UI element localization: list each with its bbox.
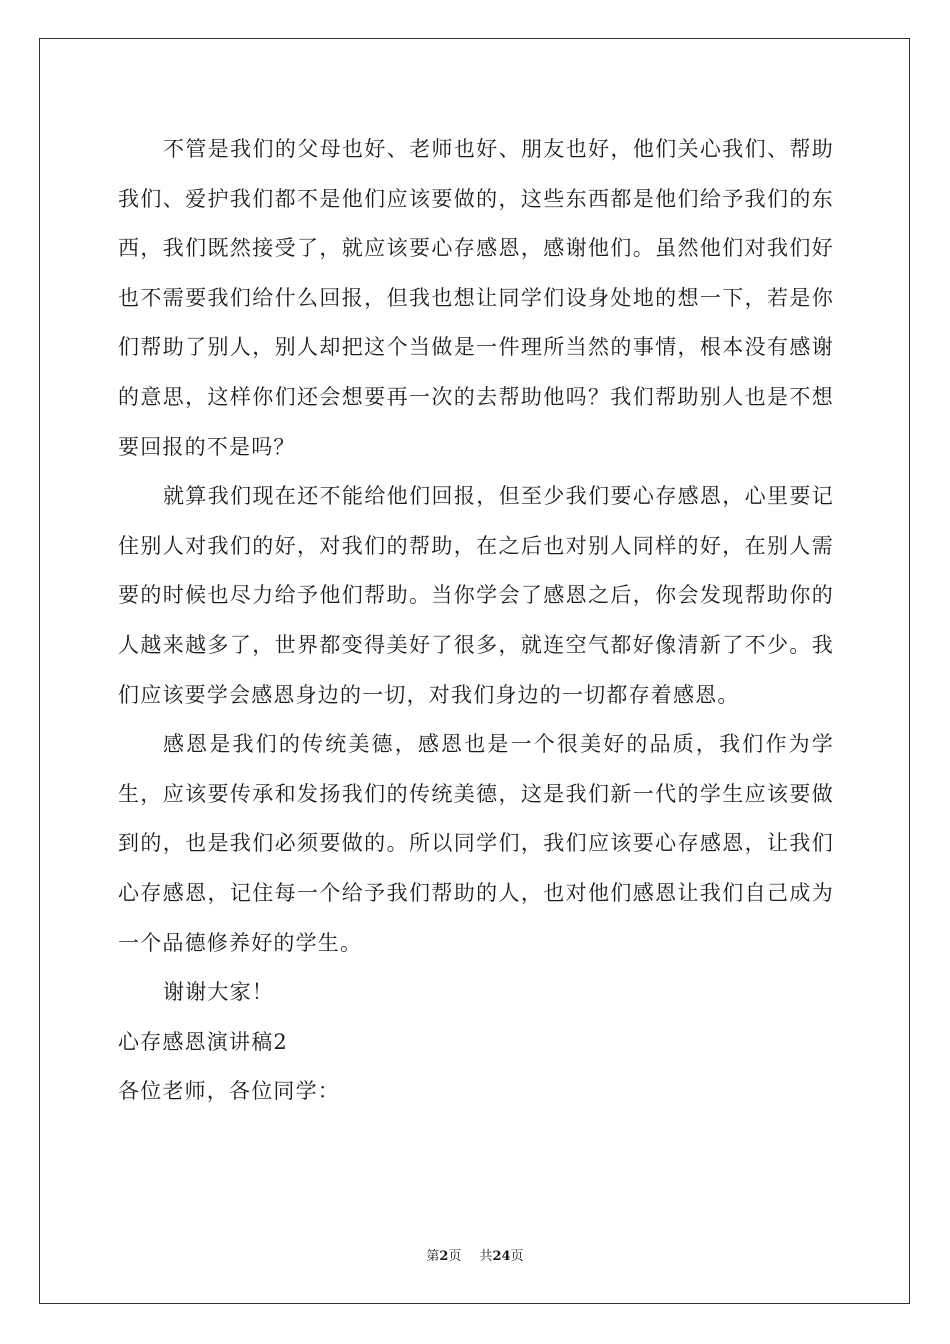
paragraph-3: 感恩是我们的传统美德，感恩也是一个很美好的品质，我们作为学生，应该要传承和发扬我们的传统美德，这是我们新一代的学生应该要做到的，也是我们必须要做的。所以同学们，我们应该要心存感恩，让我们心存感恩，记住每一个给予我们帮助的人，也对他们感恩让我们自己成为一个品德修养好的学生。	[118, 732, 834, 955]
total-page-count: 24	[492, 1249, 511, 1264]
document-body	[118, 125, 834, 1117]
closing-thanks: 谢谢大家！	[163, 980, 274, 1005]
page-unit: 页	[448, 1249, 462, 1264]
paragraph-2: 就算我们现在还不能给他们回报，但至少我们要心存感恩，心里要记住别人对我们的好，对我们的帮助，在之后也对别人同样的好，在别人需要的时候也尽力给予他们帮助。当你学会了感恩之后，你会发现帮助你的人越来越多了，世界都变得美好了很多，就连空气都好像清新了不少。我们应该要学会感恩身边的一切，对我们身边的一切都存着感恩。	[118, 484, 834, 707]
total-prefix: 共	[479, 1249, 493, 1264]
page-footer	[0, 1249, 950, 1265]
total-unit: 页	[510, 1249, 524, 1264]
salutation: 各位老师，各位同学：	[118, 1079, 340, 1104]
current-page-number: 2	[439, 1249, 449, 1264]
page-prefix: 第	[426, 1249, 440, 1264]
paragraph-1: 不管是我们的父母也好、老师也好、朋友也好，他们关心我们、帮助我们、爱护我们都不是他们应该要做的，这些东西都是他们给予我们的东西，我们既然接受了，就应该要心存感恩，感谢他们。虽然他们对我们好也不需要我们给什么回报，但我也想让同学们设身处地的想一下，若是你们帮助了别人，别人却把这个当做是一件理所当然的事情，根本没有感谢的意思，这样你们还会想要再一次的去帮助他吗？我们帮助别人也是不想要回报的不是吗？	[118, 137, 834, 459]
section-title: 心存感恩演讲稿2	[118, 1029, 288, 1054]
